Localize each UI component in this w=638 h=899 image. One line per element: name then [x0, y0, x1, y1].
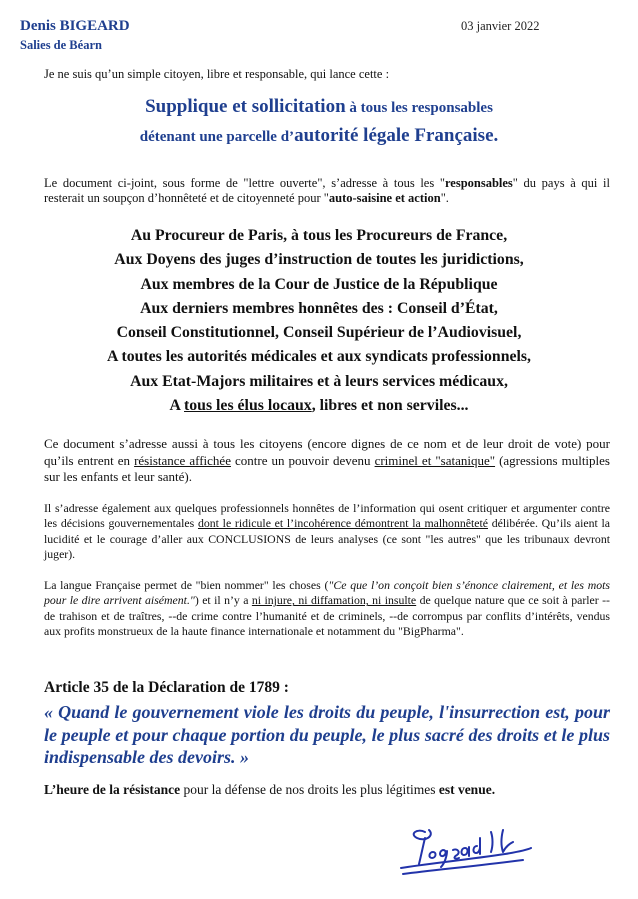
underlined-run: ni injure, ni diffamation, ni insulte [251, 593, 417, 608]
paragraph-intro [44, 176, 610, 206]
letter-date: 03 janvier 2022 [461, 19, 540, 33]
bold-run: responsables [444, 176, 513, 190]
headline-big-1: Supplique et sollicitation [145, 96, 346, 117]
recipient-line: Aux Doyens des juges d’instruction de toutes les juridictions, [114, 251, 524, 269]
recipient-line: Aux membres de la Cour de Justice de la République [140, 275, 498, 293]
text-run: contre un pouvoir devenu [230, 452, 375, 468]
paragraph-citizens [44, 436, 610, 486]
text-run: Il s’adresse également aux quelques professionnels honnêtes de l’information qui osent critiquer et argumenter contre les décisions gouvernementales [44, 501, 610, 531]
headline-small-1: à tous les responsables [345, 100, 493, 116]
text-run: A [169, 397, 184, 415]
article-quote: « Quand le gouvernement viole les droits du peuple, l'insurrection est, pour le peuple et pour chaque portion du peuple, le plus sacré des droits et le plus indispensable des devoirs. » [44, 702, 610, 767]
recipient-line: Aux derniers membres honnêtes des : Conseil d’État, [140, 299, 498, 317]
recipient-line: Conseil Constitutionnel, Conseil Supérieur de l’Audiovisuel, [116, 324, 522, 342]
headline-small-2: détenant une parcelle d’ [139, 129, 295, 145]
underlined-run: criminel et "satanique" [374, 452, 496, 468]
text-run: La langue Française permet de "bien nommer" les choses ( [44, 578, 329, 592]
text-run: de quelque nature que ce soit à parler --de trahison et de traîtres, --de crime contre l’humanité et de criminels, --de corrompus par conflits d’intérêts, vendus aux profits monstrueux de la haute finance internationale et notamment du "BigPharma". [44, 593, 610, 638]
headline-line-1 [0, 93, 638, 122]
text-run: ) et il n’y a [194, 593, 252, 608]
bold-run: L’heure de la résistance [44, 782, 181, 797]
underlined-run: tous les élus locaux [184, 397, 312, 415]
text-run: pour la défense de nos droits les plus légitimes [180, 782, 439, 797]
text-run: ". [440, 191, 449, 206]
italic-run: "Ce que l’on conçoit bien s’énonce clairement, et les mots pour le dire arrivent aisément." [44, 578, 610, 608]
author-name: Denis BIGEARD [20, 18, 130, 34]
text-run: , libres et non serviles... [311, 397, 469, 415]
underlined-run: résistance affichée [134, 452, 231, 468]
author-town: Salies de Béarn [20, 38, 102, 52]
text-run: (agressions multiples sur les enfants et leur santé). [44, 452, 610, 484]
headline-line-2 [0, 122, 638, 151]
headline-big-2: autorité légale Française. [294, 125, 499, 146]
paragraph-press [44, 501, 610, 562]
intro-line: Je ne suis qu’un simple citoyen, libre et responsable, qui lance cette : [44, 67, 390, 81]
recipient-line: Au Procureur de Paris, à tous les Procureurs de France, [130, 227, 508, 244]
paragraph-language [44, 578, 610, 639]
text-run: " du pays à qui il resterait un soupçon d’honnêteté et de citoyenneté pour " [44, 176, 610, 206]
article-title: Article 35 de la Déclaration de 1789 : [44, 679, 289, 696]
recipients-list [0, 224, 638, 418]
recipient-line-last [0, 394, 638, 418]
recipient-line: Aux Etat-Majors militaires et à leurs services médicaux, [130, 372, 508, 390]
author-block [20, 17, 130, 53]
underlined-run: dont le ridicule et l’incohérence démontrent la malhonnêteté [197, 516, 489, 531]
recipient-line: A toutes les autorités médicales et aux syndicats professionnels, [106, 348, 532, 366]
closing-line [44, 782, 495, 798]
signature-icon [395, 824, 535, 882]
headline [0, 93, 638, 151]
text-run: délibérée. Qu’ils aient la lucidité et le courage d’aller aux CONCLUSIONS de leurs analyses (ce sont "les autres" que les tribunaux devront juger). [44, 516, 610, 561]
text-run: Le document ci-joint, sous forme de "lettre ouverte", s’adresse à tous les " [44, 176, 445, 190]
bold-run: est venue. [438, 782, 496, 797]
text-run: Ce document s’adresse aussi à tous les citoyens (encore dignes de ce nom et de leur droit de vote) pour qu’ils entrent en [44, 436, 610, 468]
bold-run: auto-saisine et action [328, 191, 441, 206]
